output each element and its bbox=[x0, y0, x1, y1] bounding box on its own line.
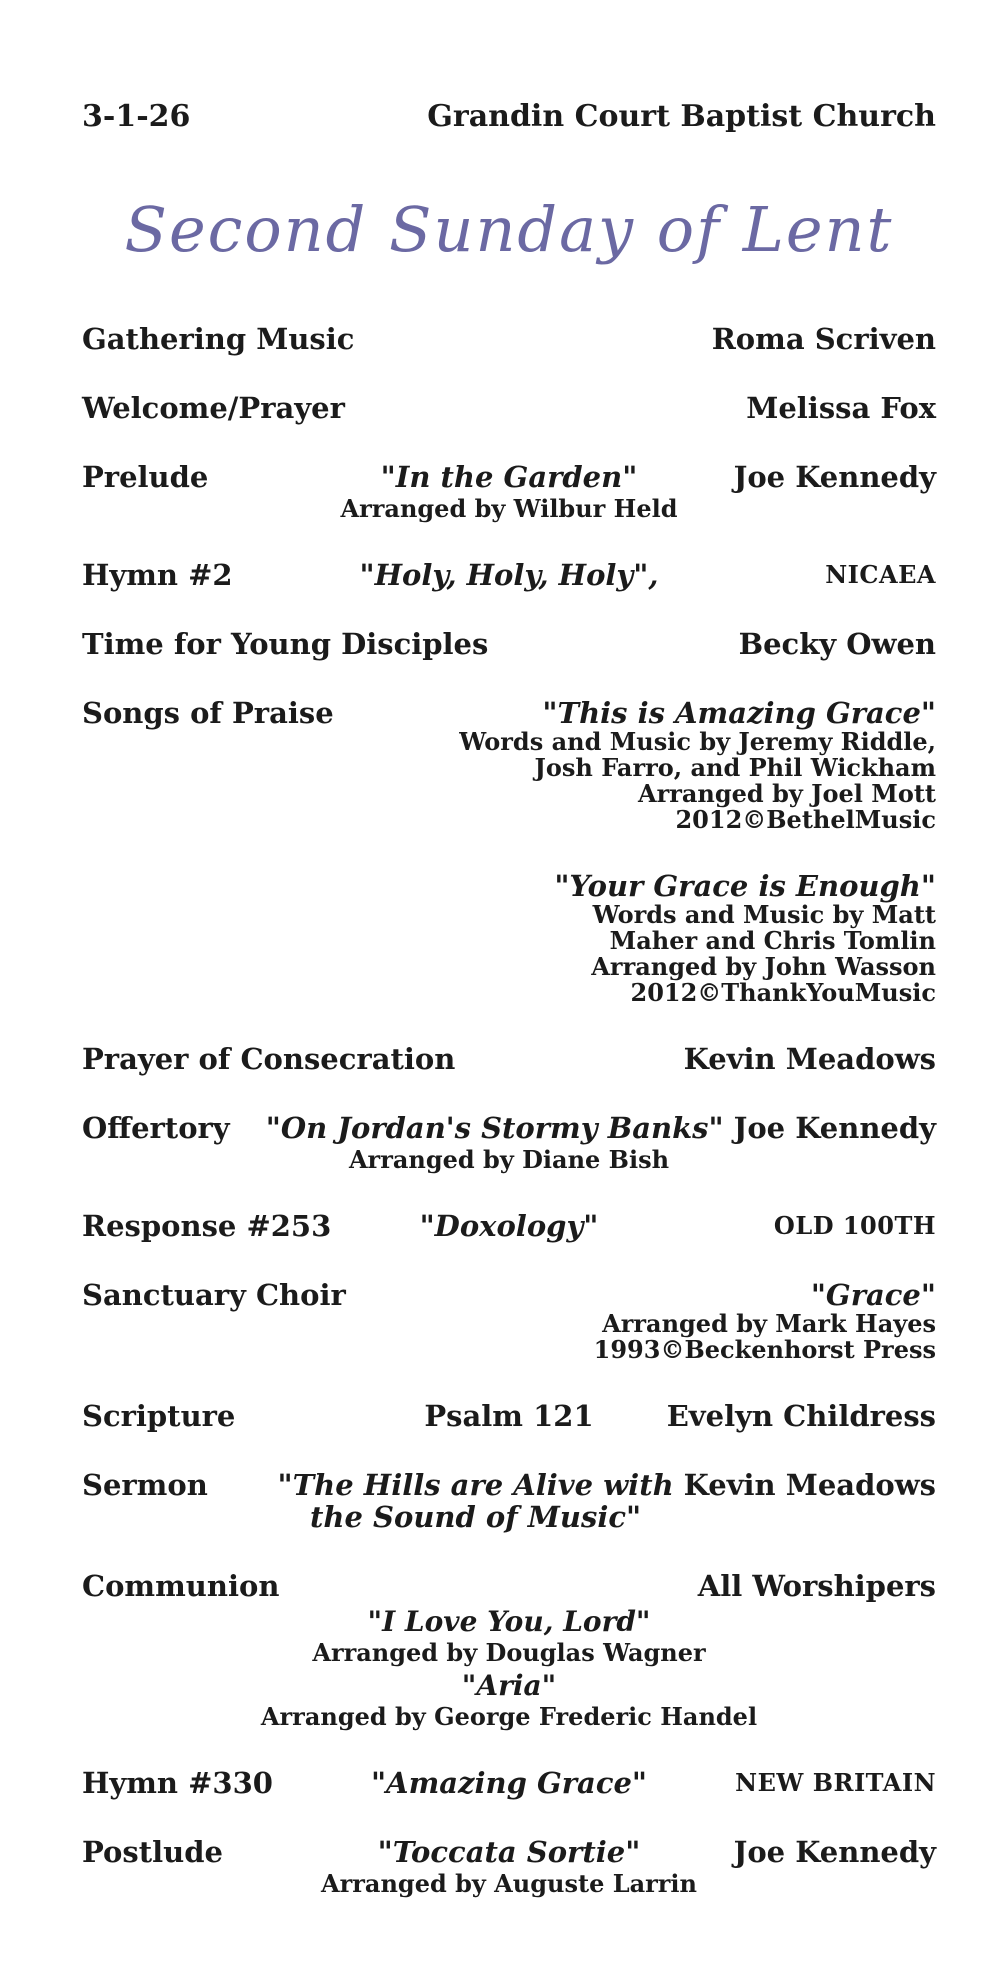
item-hymn-330 bbox=[82, 1767, 936, 1799]
song-credit-block bbox=[594, 1279, 936, 1363]
item-welcome-prayer bbox=[82, 392, 936, 424]
item-label: Prayer of Consecration bbox=[82, 1042, 456, 1076]
bulletin-header bbox=[82, 100, 936, 133]
item-person: Joe Kennedy bbox=[733, 1111, 936, 1145]
item-scripture bbox=[82, 1400, 936, 1432]
communion-music-block bbox=[82, 1606, 936, 1730]
item-time-for-young-disciples bbox=[82, 628, 936, 660]
item-piece-title: "In the Garden" bbox=[380, 460, 638, 494]
song-credit-line: Words and Music by Jeremy Riddle, bbox=[459, 727, 936, 756]
song-credit-line: Words and Music by Matt bbox=[592, 900, 936, 929]
item-piece-title: "Toccata Sortie" bbox=[377, 1835, 641, 1869]
item-label: Scripture bbox=[82, 1399, 236, 1433]
item-label: Offertory bbox=[82, 1111, 230, 1145]
item-your-grace-is-enough bbox=[82, 870, 936, 1006]
item-piece-title: "Amazing Grace" bbox=[370, 1766, 648, 1800]
item-person: Becky Owen bbox=[738, 627, 936, 661]
sermon-title-line: the Sound of Music" bbox=[310, 1500, 642, 1534]
song-credit-line: Arranged by Mark Hayes bbox=[602, 1309, 936, 1338]
item-piece-title: "Grace" bbox=[810, 1278, 936, 1312]
item-person: Kevin Meadows bbox=[683, 1468, 936, 1502]
song-credit-line: 2012©ThankYouMusic bbox=[630, 978, 936, 1007]
item-label: Hymn #2 bbox=[82, 558, 233, 592]
item-offertory bbox=[82, 1112, 936, 1173]
item-piece-title: "On Jordan's Stormy Banks" bbox=[265, 1111, 724, 1145]
item-sanctuary-choir bbox=[82, 1279, 936, 1363]
item-arrangement-note: Arranged by Wilbur Held bbox=[340, 494, 678, 523]
item-person: Joe Kennedy bbox=[733, 460, 936, 494]
service-date: 3-1-26 bbox=[82, 99, 191, 134]
item-label: Time for Young Disciples bbox=[82, 627, 489, 661]
item-piece-title bbox=[277, 1469, 673, 1533]
song-credit-line: 1993©Beckenhorst Press bbox=[593, 1335, 936, 1364]
item-arrangement-note: Arranged by Auguste Larrin bbox=[321, 1869, 697, 1898]
item-person: Roma Scriven bbox=[711, 322, 936, 356]
item-label: Gathering Music bbox=[82, 322, 355, 356]
item-label: Sanctuary Choir bbox=[82, 1278, 346, 1312]
item-gathering-music bbox=[82, 323, 936, 355]
service-title: Second Sunday of Lent bbox=[124, 193, 894, 266]
item-label: Songs of Praise bbox=[82, 696, 334, 730]
item-arrangement-note: Arranged by George Frederic Handel bbox=[260, 1702, 758, 1731]
item-sermon bbox=[82, 1469, 936, 1533]
song-credit-block bbox=[459, 697, 936, 833]
item-label: Sermon bbox=[82, 1468, 208, 1502]
song-credit-line: Josh Farro, and Phil Wickham bbox=[534, 753, 936, 782]
item-label: Welcome/Prayer bbox=[82, 391, 345, 425]
item-piece-title: "I Love You, Lord" bbox=[367, 1605, 651, 1638]
item-arrangement-note: Arranged by Douglas Wagner bbox=[312, 1638, 706, 1667]
item-person: Melissa Fox bbox=[746, 391, 936, 425]
item-piece-title: "This is Amazing Grace" bbox=[542, 696, 936, 730]
item-piece-title: "Holy, Holy, Holy", bbox=[359, 558, 659, 592]
church-name: Grandin Court Baptist Church bbox=[427, 99, 936, 134]
item-prayer-of-consecration bbox=[82, 1043, 936, 1075]
item-tune-name: NICAEA bbox=[825, 560, 936, 589]
song-credit-line: 2012©BethelMusic bbox=[675, 805, 936, 834]
item-person: Kevin Meadows bbox=[683, 1042, 936, 1076]
item-label: Postlude bbox=[82, 1835, 223, 1869]
item-tune-name: OLD 100TH bbox=[773, 1211, 936, 1240]
item-label: Response #253 bbox=[82, 1209, 332, 1243]
item-label: Communion bbox=[82, 1569, 280, 1603]
item-communion bbox=[82, 1570, 936, 1730]
sermon-title-line: "The Hills are Alive with bbox=[277, 1468, 674, 1502]
item-person: Evelyn Childress bbox=[666, 1399, 936, 1433]
song-credit-line: Arranged by John Wasson bbox=[591, 952, 936, 981]
item-songs-of-praise bbox=[82, 697, 936, 833]
item-postlude bbox=[82, 1836, 936, 1897]
item-label: Hymn #330 bbox=[82, 1766, 273, 1800]
item-piece-title: "Doxology" bbox=[419, 1209, 599, 1243]
item-response-253 bbox=[82, 1210, 936, 1242]
item-hymn-2 bbox=[82, 559, 936, 591]
item-arrangement-note: Arranged by Diane Bish bbox=[348, 1145, 670, 1174]
item-prelude bbox=[82, 461, 936, 522]
item-piece-title: "Your Grace is Enough" bbox=[554, 869, 936, 903]
item-piece-title: Psalm 121 bbox=[424, 1399, 594, 1433]
item-tune-name: NEW BRITAIN bbox=[735, 1768, 936, 1797]
item-person: All Worshipers bbox=[697, 1569, 936, 1603]
item-piece-title: "Aria" bbox=[461, 1669, 557, 1702]
item-person: Joe Kennedy bbox=[733, 1835, 936, 1869]
item-label: Prelude bbox=[82, 460, 209, 494]
song-credit-line: Maher and Chris Tomlin bbox=[609, 926, 936, 955]
song-credit-line: Arranged by Joel Mott bbox=[637, 779, 936, 808]
